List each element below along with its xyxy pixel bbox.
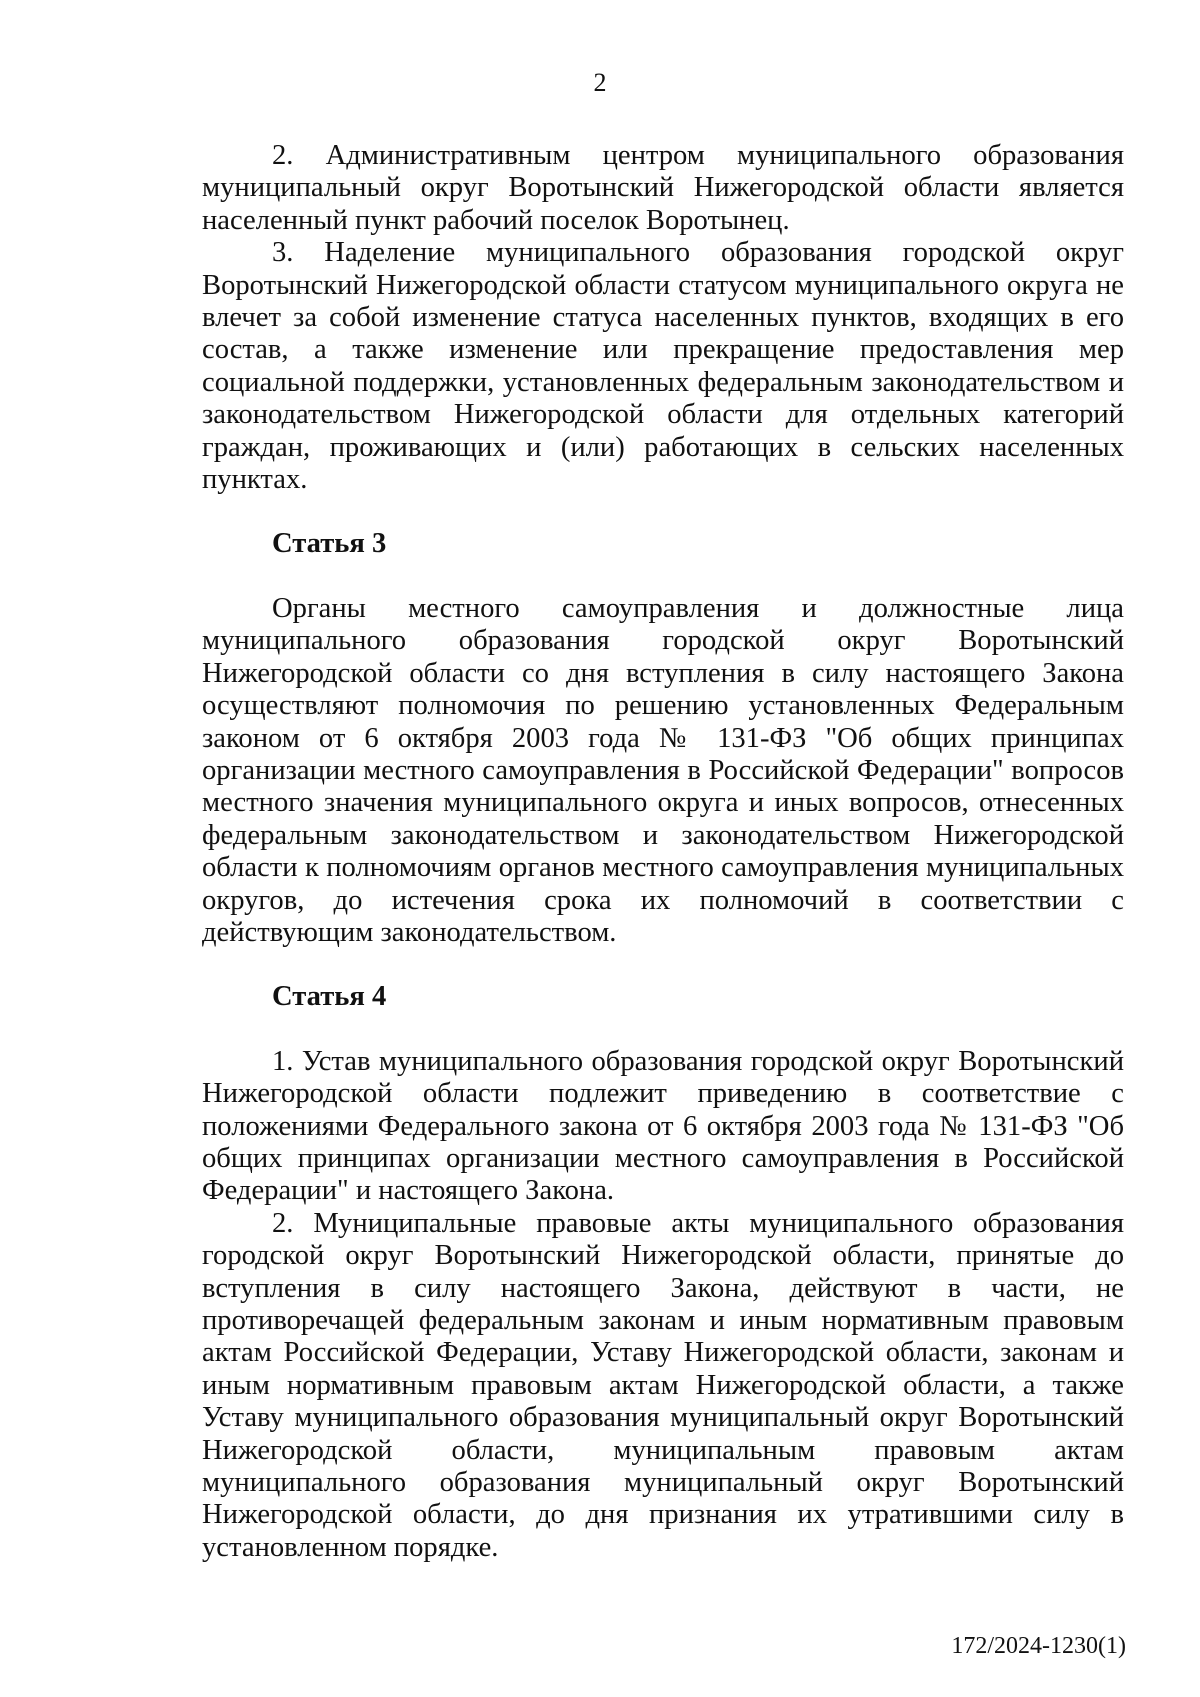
document-body [202, 140, 1124, 1564]
article3-paragraph-1: Органы местного самоуправления и должностные лица муниципального образования городской округ Воротынский Нижегородской области со дня вступления в силу настоящего Закона осуществляют полномочия по решению установленных Федеральным законом от 6 октября 2003 года № 131-ФЗ "Об общих принципах организации местного самоуправления в Российской Федерации" вопросов местного значения муниципального округа и иных вопросов, отнесенных федеральным законодательством и законодательством Нижегородской области к полномочиям органов местного самоуправления муниципальных округов, до истечения срока их полномочий в соответствии с действующим законодательством. [202, 592, 1124, 948]
document-registration-code: 172/2024-1230(1) [951, 1633, 1126, 1659]
page-number: 2 [593, 68, 607, 97]
article2-paragraph-2: 2. Административным центром муниципального образования муниципальный округ Воротынский Нижегородской области является населенный пункт рабочий поселок Воротынец. [202, 140, 1124, 236]
article2-paragraph-3: 3. Наделение муниципального образования городской округ Воротынский Нижегородской области статусом муниципального округа не влечет за собой изменение статуса населенных пунктов, входящих в его состав, а также изменение или прекращение предоставления мер социальной поддержки, установленных федеральным законодательством и законодательством Нижегородской области для отдельных категорий граждан, проживающих и (или) работающих в сельских населенных пунктах. [202, 237, 1124, 496]
article4-paragraph-1: 1. Устав муниципального образования городской округ Воротынский Нижегородской области подлежит приведению в соответствие с положениями Федерального закона от 6 октября 2003 года № 131-ФЗ "Об общих принципах организации местного самоуправления в Российской Федерации" и настоящего Закона. [202, 1045, 1124, 1207]
article4-heading: Статья 4 [272, 981, 387, 1013]
article3-heading: Статья 3 [272, 528, 387, 560]
article4-paragraph-2: 2. Муниципальные правовые акты муниципального образования городской округ Воротынский Нижегородской области, принятые до вступления в силу настоящего Закона, действуют в части, не противоречащей федеральным законам и иным нормативным правовым актам Российской Федерации, Уставу Нижегородской области, законам и иным нормативным правовым актам Нижегородской области, а также Уставу муниципального образования муниципальный округ Воротынский Нижегородской области, муниципальным правовым актам муниципального образования муниципальный округ Воротынский Нижегородской области, до дня признания их утратившими силу в установленном порядке. [202, 1207, 1124, 1563]
